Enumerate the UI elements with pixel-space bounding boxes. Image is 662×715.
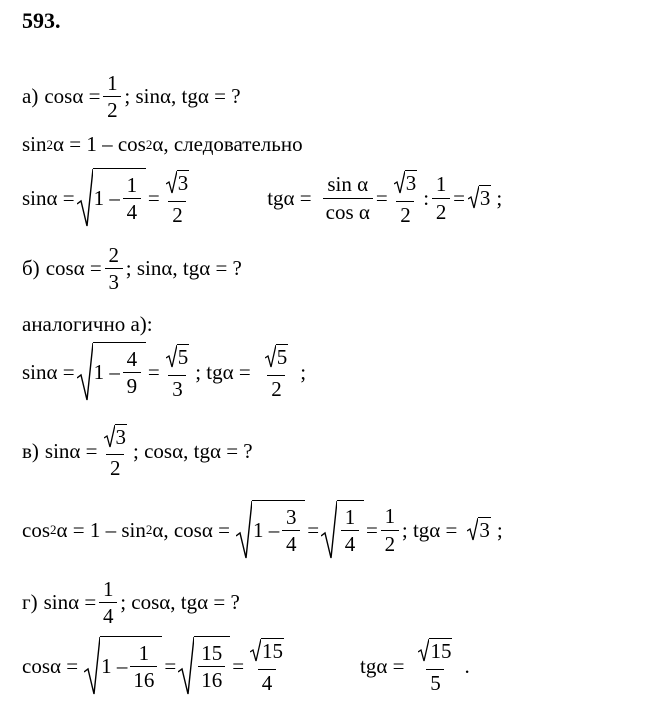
fraction [432,173,450,222]
radicand: 3 [479,186,491,211]
text: = [453,185,465,210]
sqrt [394,170,418,195]
part-a-label: а) [22,84,39,109]
sqrt [166,344,190,369]
fraction [101,424,131,479]
part-a-identity: sin 2 α = 1 – cos 2 α, следовательно [22,132,303,156]
radical [236,500,305,560]
numerator: 3 [285,504,297,529]
text: ; cosα, tgα = ? [120,590,240,615]
numerator: 4 [126,346,138,371]
text: = [307,517,320,542]
radicand: 3 [177,171,189,196]
radical-sign-icon [468,185,479,209]
radicand: 15 [430,639,452,664]
text: 1 – [93,186,120,210]
radicand: 5 [177,345,189,370]
text: α, cosα = [152,517,230,542]
text: = [164,653,177,678]
sqrt [468,185,492,210]
text: ; sinα, tgα = ? [125,256,242,281]
text: sinα = [43,590,97,615]
radicand: 3 [115,425,127,449]
fraction [123,174,141,223]
numerator: 1 [138,640,150,665]
part-a-sin-line [22,168,502,228]
text: 1 – [93,360,120,384]
part-a-given [22,72,241,121]
fraction [105,244,123,293]
denominator: 3 [168,375,186,400]
part-g-given [22,578,240,627]
denominator: 2 [267,375,285,400]
sqrt [467,517,491,542]
text: ; [300,359,307,384]
radicand: 15 [262,639,284,664]
text: = [232,653,245,678]
radicand: 3 [405,171,417,196]
denominator: 9 [123,372,141,397]
numerator: 1 [102,577,114,601]
part-b-analog [22,312,153,337]
text: ; tgα = [401,517,458,542]
text: = [147,359,160,384]
denominator: 2 [381,530,399,555]
part-g-label: г) [22,590,38,615]
denominator: 2 [106,454,124,479]
text: α = 1 – sin [56,517,146,542]
radical-sign-icon [178,636,194,696]
problem-number: 593. [22,8,61,33]
fraction [163,344,193,399]
sqrt [418,638,452,663]
denominator: 4 [282,530,300,555]
text: аналогично а): [22,312,153,336]
radical [84,636,162,696]
text: cosα = [45,256,102,281]
text: sinα = [44,439,98,464]
radical-sign-icon [236,500,252,560]
denominator: 4 [123,198,141,223]
denominator: 4 [341,530,359,555]
radicand: 5 [276,345,288,370]
radical-sign-icon [166,344,177,368]
text: 1 – [101,654,128,678]
denominator: 4 [99,602,117,627]
numerator: 1 [344,504,356,529]
radical-sign-icon [104,424,115,448]
fraction [247,638,287,693]
text: sinα = [22,359,75,384]
numerator: 1 [126,172,138,197]
numerator: 15 [201,640,223,665]
text: sin [22,132,47,156]
fraction [123,348,141,397]
radical [178,636,230,696]
fraction [415,638,455,693]
text: ; [496,517,503,542]
text: cos [22,517,50,542]
fraction [130,642,157,691]
numerator: 1 [384,504,396,529]
text: sinα = [22,185,75,210]
fraction [323,173,373,222]
radicand: 3 [479,518,490,543]
radical [77,342,146,402]
denominator: 2 [432,198,450,223]
denominator: cos α [323,198,373,223]
fraction [341,506,359,555]
part-v-given [22,424,253,479]
text: ; [496,185,503,210]
radical [321,500,364,560]
text: tgα = [360,653,405,678]
text: α = 1 – cos [53,132,146,156]
fraction [103,72,121,121]
part-b-label: б) [22,256,40,281]
text: tgα = [267,185,312,210]
fraction [262,344,292,399]
sqrt [166,170,190,195]
numerator: 2 [108,243,120,267]
text: 1 – [252,518,280,542]
part-v-label: в) [22,439,39,464]
radical-sign-icon [265,344,276,368]
part-g-cos-line [22,636,470,696]
text: : [423,185,430,210]
text: = [375,185,388,210]
sqrt [250,638,284,663]
text: . [464,653,470,678]
fraction [198,642,225,691]
fraction [381,505,399,554]
denominator: 16 [198,666,225,691]
fraction [163,170,193,225]
numerator: 1 [107,71,118,95]
denominator: 2 [168,201,186,226]
text: cosα = [22,653,79,678]
denominator: 4 [258,669,276,694]
radical-sign-icon [250,638,261,662]
denominator: 5 [426,669,444,694]
denominator: 3 [105,268,123,293]
radical-sign-icon [77,168,93,228]
fraction [282,506,300,555]
sqrt [265,344,289,369]
radical-sign-icon [166,170,177,194]
part-a-given-tail: ; sinα, tgα = ? [124,84,241,109]
radical-sign-icon [418,638,429,662]
sqrt [104,424,128,449]
fraction [99,578,117,627]
part-b-given [22,244,242,293]
numerator: sin α [327,172,369,197]
radical-sign-icon [84,636,100,696]
radical [77,168,146,228]
radical-sign-icon [467,517,478,541]
text: = [147,185,160,210]
part-a-given-lhs: cosα = [44,84,101,109]
text: = [366,517,378,542]
numerator: 1 [435,172,447,197]
part-b-sin-line [22,342,306,402]
radical-sign-icon [394,170,405,194]
radical-sign-icon [77,342,93,402]
denominator: 2 [396,201,414,226]
denominator: 16 [130,666,157,691]
radical-sign-icon [321,500,337,560]
denominator: 2 [103,96,121,121]
fraction [391,170,421,225]
text: ; tgα = [195,359,251,384]
text: ; cosα, tgα = ? [133,439,253,464]
part-v-cos-line: cos 2 α = 1 – sin 2 α, cosα = 1 – $\frac{3}{4}$ = $\frac{1}{4}$ = $\frac{1}{2}$ ; tgα = 3 ; [22,500,503,560]
text: α, следовательно [152,132,303,156]
